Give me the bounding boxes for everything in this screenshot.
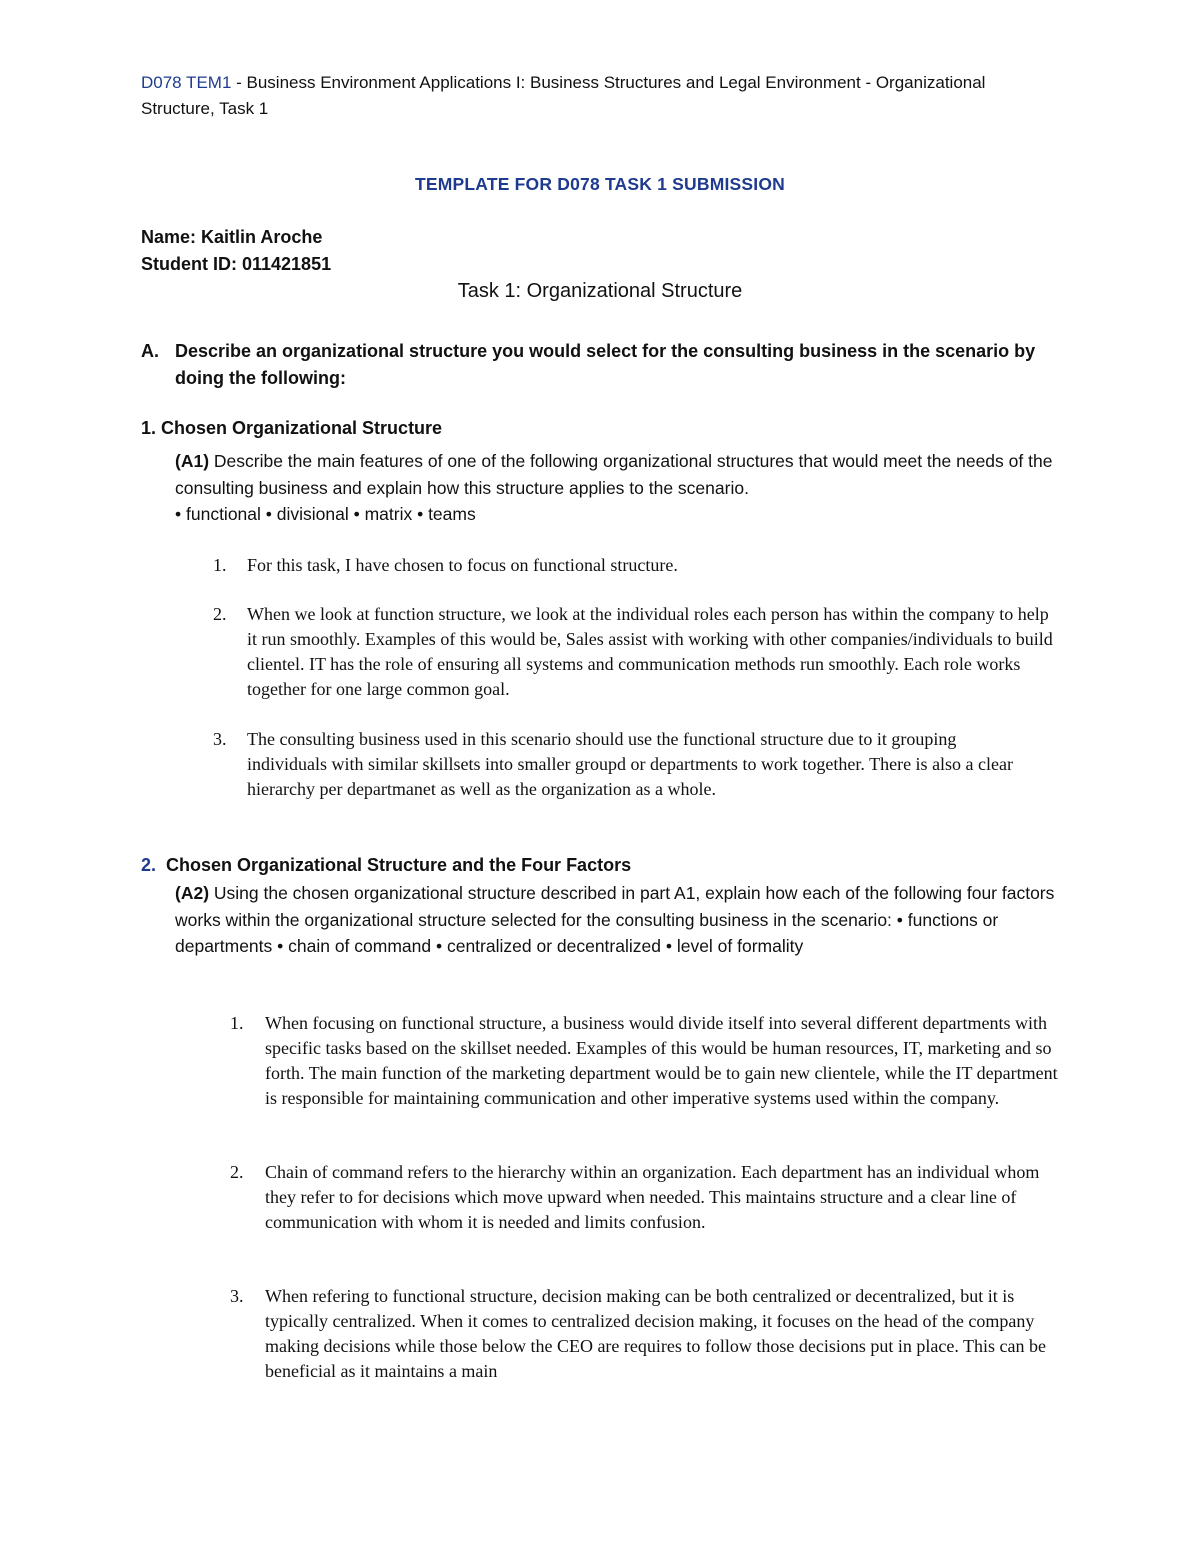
task-title: Task 1: Organizational Structure xyxy=(457,280,743,302)
part2-heading-text: Chosen Organizational Structure and the Four Factors xyxy=(166,855,632,875)
section-a-letter: A. xyxy=(141,341,159,361)
part2-prompt-text: Using the chosen organizational structure described in part A1, explain how each of the following four factors works within the organizational structure selected for the consulting business in the scenario: • functions or departments • chain of command • centralized or decentralized • level of formality xyxy=(175,883,1055,956)
part1-prompt xyxy=(175,448,1055,528)
section-a-text: Describe an organizational structure you would select for the consulting business in the scenario by doing the following: xyxy=(175,341,1036,388)
course-title-line2: Structure, Task 1 xyxy=(141,99,269,118)
part1-heading-number: 1. xyxy=(141,418,157,438)
part1-prompt-code: (A1) xyxy=(175,451,210,471)
part1-options: • functional • divisional • matrix • teams xyxy=(175,504,476,524)
document-title: TEMPLATE FOR D078 TASK 1 SUBMISSION xyxy=(414,174,785,194)
section-a xyxy=(141,338,1071,392)
part1-heading xyxy=(141,418,442,439)
part2-heading xyxy=(141,855,631,876)
student-name: Name: Kaitlin Aroche xyxy=(141,227,323,247)
part2-heading-number: 2. xyxy=(141,855,157,875)
course-code: D078 TEM1 xyxy=(141,73,232,92)
student-id: Student ID: 011421851 xyxy=(141,254,332,274)
part2-prompt-code: (A2) xyxy=(175,883,210,903)
part1-prompt-text: Describe the main features of one of the following organizational structures that would meet the needs of the consulting business and explain how this structure applies to the scenario. xyxy=(175,451,1053,498)
course-header xyxy=(141,70,1061,122)
course-title: - Business Environment Applications I: Business Structures and Legal Environment - Organizational xyxy=(231,73,986,92)
part1-heading-text: Chosen Organizational Structure xyxy=(161,418,443,438)
document-page: D078 TEM1 - Business Environment Applications I: Business Structures and Legal Environment - Organizational Structure, Task 1 TEMPLATE FOR D078 TASK 1 SUBMISSION Name: Kaitlin Aroche Student ID: 011421851 Task 1: Organizational Structure A. Describe an organizational structure you would select for the consulting business in the scenario by doing the following: 1. Chosen Organizational Structure (A1) Describe the main features of one of the following organizational structures that would meet the needs of the consulting business and explain how this structure applies to the scenario. • functional • divisional • matrix • teams 1. For this task, I have chosen to focus on functional structure. 2. When we look at function structure, we look at the individual roles each person has within the company to help it run smoothly. Examples of this would be, Sales assist with working with other companies/individuals to build clientel. IT has the role of ensuring all systems and communication methods run smoothly. Each role works together for one large common goal. 3. The consulting business used in this scenario should use the functional structure due to it grouping individuals with similar skillsets into smaller groupd or departments to work together. There is also a clear hierarchy per departmanet as well as the organization as a whole. 2. Chosen Organizational Structure and the Four Factors (A2) Using the chosen organizational structure described in part A1, explain how each of the following four factors works within the organizational structure selected for the consulting business in the scenario: • functions or departments • chain of command • centralized or decentralized • level of formality 1. When focusing on functional structure, a business would divide itself into several different departments with specific tasks based on the skillset needed. Examples of this would be human resources, IT, marketing and so forth. The main function of the marketing department would be to gain new clientele, while the IT department is responsible for maintaining communication and other imperative systems used within the company. 2. Chain of command refers to the hierarchy within an organization. Each department has an individual whom they refer to for decisions which move upward when needed. This maintains structure and a clear line of communication with whom it is needed and limits confusion. 3. When refering to functional structure, decision making can be both centralized or decentralized, but it is typically centralized. When it comes to centralized decision making, it focuses on the head of the company making decisions while those below the CEO are requires to follow those decisions put in place. This can be beneficial as it maintains a main xyxy=(0,0,1200,1553)
part2-prompt xyxy=(175,880,1055,960)
